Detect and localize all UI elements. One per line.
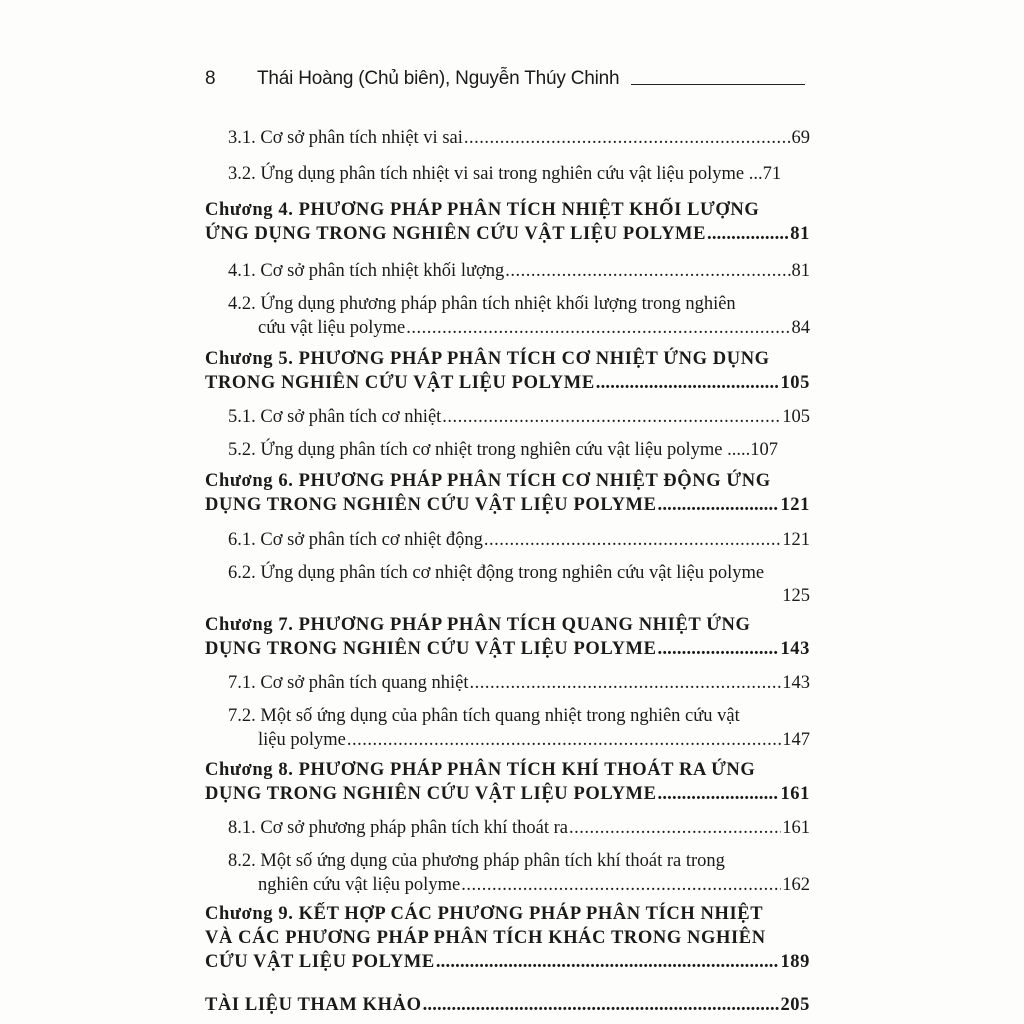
toc-entry-title: 6.1. Cơ sở phân tích cơ nhiệt động: [228, 530, 483, 550]
toc-chapter-title: Chương 6. PHƯƠNG PHÁP PHÂN TÍCH CƠ NHIỆT ĐỘNG ỨNG: [205, 471, 771, 491]
toc-entry-6-1: [205, 530, 810, 551]
toc-entry-7-2-line-1: [205, 706, 810, 727]
toc-entry-title: 7.1. Cơ sở phân tích quang nhiệt: [228, 673, 469, 693]
toc-chapter-title: Chương 9. KẾT HỢP CÁC PHƯƠNG PHÁP PHÂN TÍCH NHIỆT: [205, 904, 764, 924]
toc-entry-title: 4.2. Ứng dụng phương pháp phân tích nhiệt khối lượng trong nghiên: [228, 294, 736, 314]
toc-entry-title: 4.1. Cơ sở phân tích nhiệt khối lượng: [228, 261, 505, 281]
toc-leader: [596, 373, 780, 394]
toc-page-number: 147: [782, 730, 810, 750]
toc-leader: [470, 673, 782, 694]
toc-chapter-title: DỤNG TRONG NGHIÊN CỨU VẬT LIỆU POLYME: [205, 639, 657, 659]
toc-page-number: 121: [780, 495, 810, 515]
toc-page-number: 205: [780, 995, 810, 1015]
header-rule: [631, 84, 805, 85]
toc-leader: [347, 730, 781, 751]
toc-page-number: 105: [780, 373, 810, 393]
toc-leader: [423, 995, 780, 1016]
toc-leader: [658, 639, 780, 660]
toc-chapter-8-line-2: [205, 784, 810, 805]
toc-entry-4-2-line-1: [205, 294, 810, 315]
toc-leader: [658, 784, 780, 805]
toc-entry-title: 3.1. Cơ sở phân tích nhiệt vi sai: [228, 128, 463, 148]
toc-leader: [442, 407, 781, 428]
toc-chapter-8-line-1: [205, 760, 810, 781]
toc-leader: [707, 224, 789, 245]
toc-chapter-6-line-1: [205, 471, 810, 492]
page-number: 8: [205, 68, 216, 89]
toc-leader: [658, 495, 780, 516]
toc-chapter-title: Chương 7. PHƯƠNG PHÁP PHÂN TÍCH QUANG NHIỆT ỨNG: [205, 615, 751, 635]
toc-entry-title: nghiên cứu vật liệu polyme: [258, 875, 461, 895]
toc-chapter-5-line-2: [205, 373, 810, 394]
toc-leader: [436, 952, 780, 973]
toc-entry-7-1: [205, 673, 810, 694]
toc-entry-title: 8.2. Một số ứng dụng của phương pháp phân tích khí thoát ra trong: [228, 851, 725, 871]
toc-chapter-9-line-3: [205, 952, 810, 973]
toc-chapter-title: Chương 4. PHƯƠNG PHÁP PHÂN TÍCH NHIỆT KHỐI LƯỢNG: [205, 200, 760, 220]
toc-chapter-title: VÀ CÁC PHƯƠNG PHÁP PHÂN TÍCH KHÁC TRONG NGHIÊN: [205, 928, 766, 948]
toc-page-number: 143: [780, 639, 810, 659]
toc-chapter-title: ỨNG DỤNG TRONG NGHIÊN CỨU VẬT LIỆU POLYME: [205, 224, 707, 244]
toc-entry-title: 5.1. Cơ sở phân tích cơ nhiệt: [228, 407, 442, 427]
toc-chapter-title: Chương 5. PHƯƠNG PHÁP PHÂN TÍCH CƠ NHIỆT ỨNG DỤNG: [205, 349, 770, 369]
toc-entry-6-2-line-2: [205, 586, 810, 607]
toc-chapter-title: TÀI LIỆU THAM KHẢO: [205, 995, 422, 1015]
toc-entry-6-2-line-1: [205, 563, 810, 584]
toc-page-number: 69: [791, 128, 810, 148]
toc-entry-4-1: [205, 261, 810, 282]
toc-entry-3-1: [205, 128, 810, 149]
toc-page-number: 107: [750, 440, 779, 460]
toc-chapter-title: DỤNG TRONG NGHIÊN CỨU VẬT LIỆU POLYME: [205, 784, 657, 804]
toc-entry-4-2-line-2: [205, 318, 810, 339]
toc-entry-8-2-line-1: [205, 851, 810, 872]
toc-entry-5-2: [205, 440, 810, 461]
toc-page-number: 161: [780, 784, 810, 804]
toc-chapter-5-line-1: [205, 349, 810, 370]
toc-chapter-6-line-2: [205, 495, 810, 516]
toc-chapter-title: CỨU VẬT LIỆU POLYME: [205, 952, 435, 972]
toc-page-number: 81: [791, 261, 810, 281]
page-header: [205, 60, 805, 90]
toc-page-number: 84: [791, 318, 810, 338]
toc-entry-5-1: [205, 407, 810, 428]
toc-leader: [461, 875, 781, 896]
toc-chapter-title: Chương 8. PHƯƠNG PHÁP PHÂN TÍCH KHÍ THOÁT RA ỨNG: [205, 760, 756, 780]
toc-entry-title: 6.2. Ứng dụng phân tích cơ nhiệt động trong nghiên cứu vật liệu polyme: [228, 563, 765, 583]
toc-entry-3-2: [205, 164, 810, 185]
toc-chapter-4-line-2: [205, 224, 810, 245]
toc-page-number: 125: [782, 586, 810, 606]
toc-entry-title: 5.2. Ứng dụng phân tích cơ nhiệt trong nghiên cứu vật liệu polyme .....: [228, 440, 751, 460]
toc-references: [205, 995, 810, 1016]
toc-leader: [464, 128, 791, 149]
toc-page-number: 143: [782, 673, 810, 693]
toc-entry-title: 3.2. Ứng dụng phân tích nhiệt vi sai trong nghiên cứu vật liệu polyme ...: [228, 164, 763, 184]
toc-page-number: 71: [762, 164, 782, 184]
toc-chapter-title: TRONG NGHIÊN CỨU VẬT LIỆU POLYME: [205, 373, 595, 393]
toc-chapter-4-line-1: [205, 200, 810, 221]
toc-chapter-7-line-2: [205, 639, 810, 660]
toc-leader: [569, 818, 781, 839]
toc-leader: [484, 530, 781, 551]
toc-page-number: 161: [782, 818, 810, 838]
toc-entry-8-2-line-2: [205, 875, 810, 896]
toc-entry-title: cứu vật liệu polyme: [258, 318, 406, 338]
toc-entry-title: liệu polyme: [258, 730, 346, 750]
toc-leader: [406, 318, 790, 339]
toc-page-number: 105: [782, 407, 810, 427]
toc-entry-8-1: [205, 818, 810, 839]
toc-chapter-title: DỤNG TRONG NGHIÊN CỨU VẬT LIỆU POLYME: [205, 495, 657, 515]
toc-entry-title: 7.2. Một số ứng dụng của phân tích quang nhiệt trong nghiên cứu vật: [228, 706, 740, 726]
toc-page-number: 162: [782, 875, 810, 895]
toc-entry-7-2-line-2: [205, 730, 810, 751]
toc-leader: [505, 261, 790, 282]
toc-page-number: 189: [780, 952, 810, 972]
toc-chapter-9-line-2: [205, 928, 810, 949]
toc-chapter-9-line-1: [205, 904, 810, 925]
toc-chapter-7-line-1: [205, 615, 810, 636]
toc-entry-title: 8.1. Cơ sở phương pháp phân tích khí thoát ra: [228, 818, 568, 838]
toc-page-number: 121: [782, 530, 810, 550]
running-title: Thái Hoàng (Chủ biên), Nguyễn Thúy Chinh: [257, 68, 620, 89]
toc-page-number: 81: [790, 224, 810, 244]
